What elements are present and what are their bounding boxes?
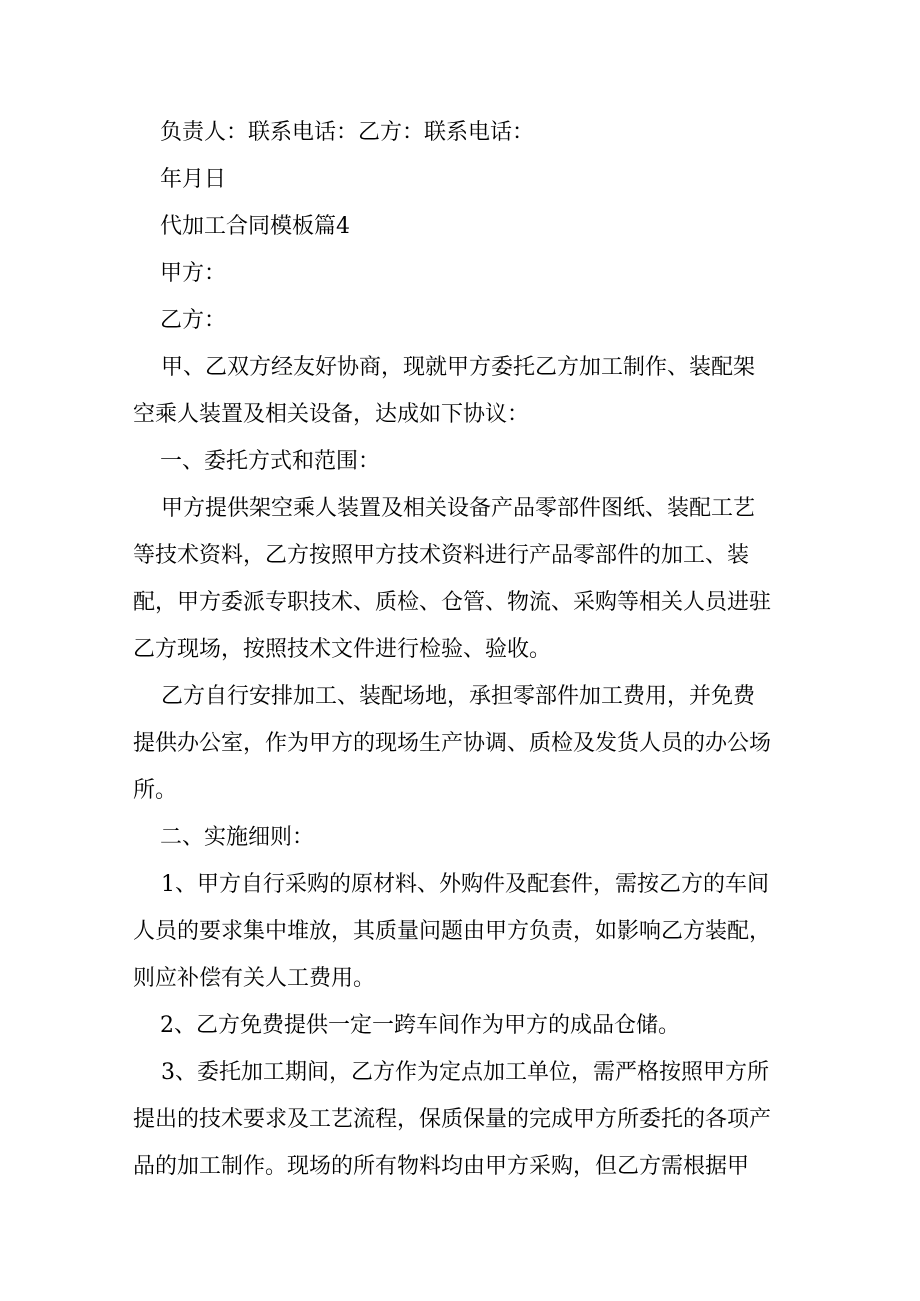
- section-1-paragraph-1: 甲方提供架空乘人装置及相关设备产品零部件图纸、装配工艺等技术资料，乙方按照甲方技术资料进行产品零部件的加工、装配，甲方委派专职技术、质检、仓管、物流、采购等相关人员进驻乙方现场，按照技术文件进行检验、验收。: [133, 496, 772, 662]
- section-1-paragraph-2: 乙方自行安排加工、装配场地，承担零部件加工费用，并免费提供办公室，作为甲方的现场生产协调、质检及发货人员的办公场所。: [133, 684, 772, 803]
- date-line: 年月日: [160, 167, 227, 192]
- item-3-paragraph: 3、委托加工期间，乙方作为定点加工单位，需严格按照甲方所提出的技术要求及工艺流程，保质保量的完成甲方所委托的各项产品的加工制作。现场的所有物料均由甲方采购，但乙方需根据甲: [133, 1060, 772, 1179]
- item-2-paragraph: 2、乙方免费提供一定一跨车间作为甲方的成品仓储。: [160, 1013, 680, 1038]
- item-1-paragraph: 1、甲方自行采购的原材料、外购件及配套件，需按乙方的车间人员的要求集中堆放，其质量问题由甲方负责，如影响乙方装配，则应补偿有关人工费用。: [133, 872, 772, 991]
- party-b-label: 乙方：: [160, 308, 227, 333]
- section-1-heading: 一、委托方式和范围：: [160, 449, 381, 474]
- intro-paragraph: 甲、乙双方经友好协商，现就甲方委托乙方加工制作、装配架空乘人装置及相关设备，达成如下协议：: [133, 355, 756, 427]
- document-title: 代加工合同模板篇4: [160, 214, 350, 239]
- section-2-heading: 二、实施细则：: [160, 825, 315, 850]
- signature-line: 负责人：联系电话：乙方：联系电话：: [160, 120, 535, 145]
- party-a-label: 甲方：: [160, 261, 227, 286]
